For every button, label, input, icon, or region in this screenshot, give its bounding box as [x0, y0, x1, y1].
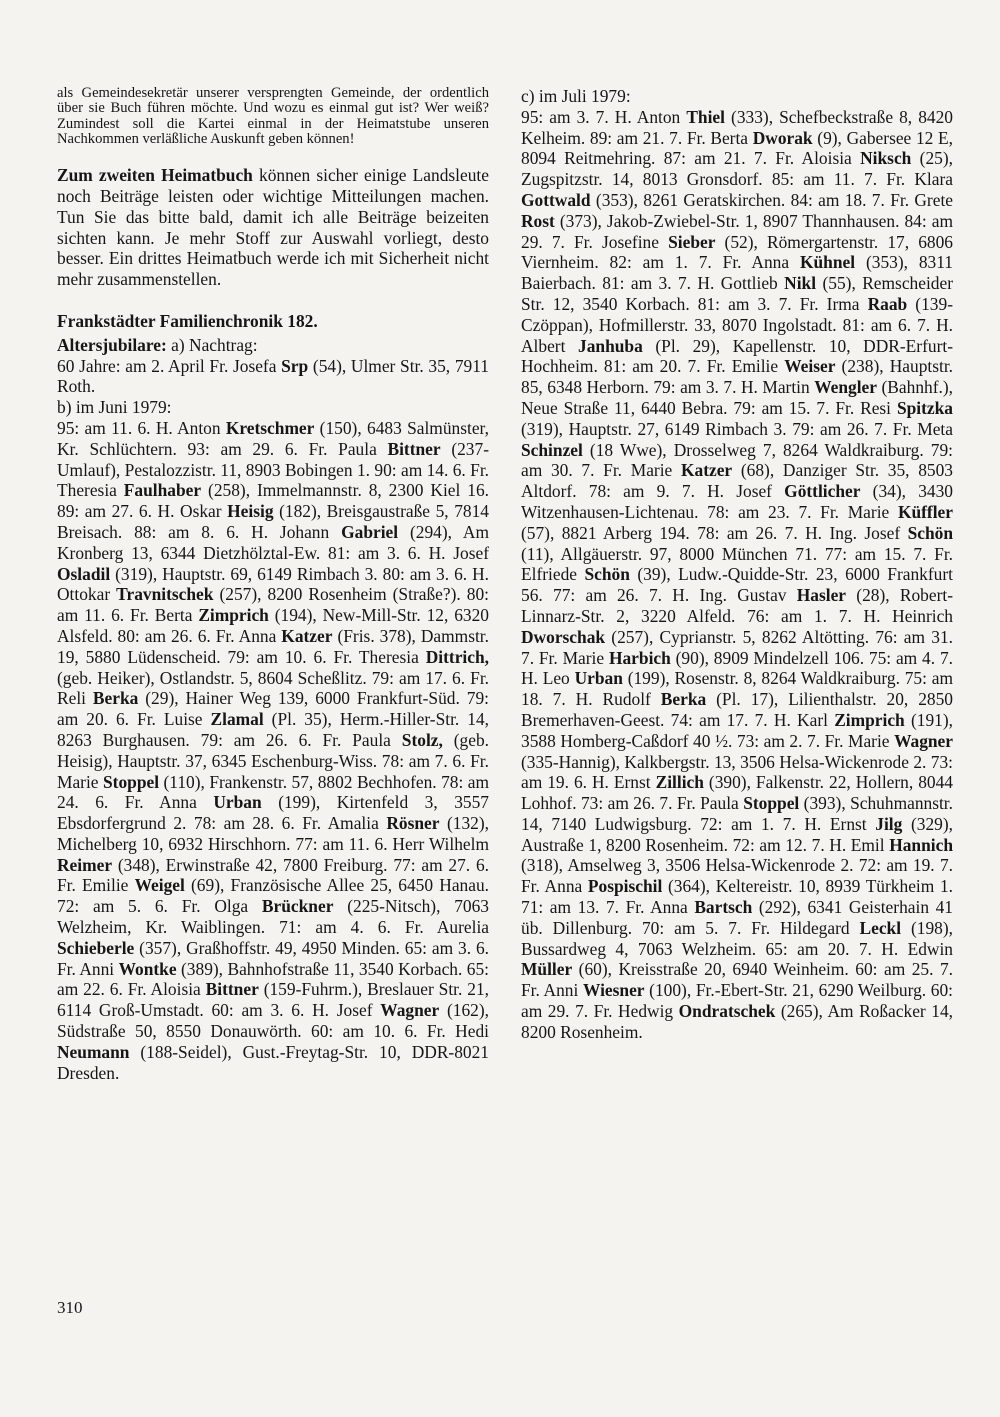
person-name: Zlamal: [210, 709, 264, 730]
person-name: Ondratschek: [678, 1001, 776, 1022]
person-name: Thiel: [686, 106, 725, 127]
person-name: Faulhaber: [123, 480, 202, 501]
entry-text: (150), 6483 Salmünster, Kr. Schlüchtern. 93: am 29. 6. Fr. Paula: [57, 417, 489, 459]
person-name: Dworak: [752, 127, 813, 148]
entry-text: (182), Breisgaustraße 5, 7814 Breisach. 88: am 8. 6. H. Johann: [57, 501, 489, 542]
person-name: Müller: [521, 959, 573, 980]
entry-text: (54), Ulmer Str. 35, 7911 Roth.: [57, 355, 489, 397]
entry-text: (34), 3430 Witzenhausen-Lichtenau. 78: am 23. 7. Fr. Marie: [521, 481, 953, 522]
person-name: Neumann: [57, 1041, 130, 1062]
entry-text: (139-Czöppan), Hofmillerstr. 33, 8070 Ingolstadt. 81: am 6. 7. H. Albert: [521, 293, 953, 356]
entry-text: (329), Austraße 1, 8200 Rosenheim. 72: am 12. 7. H. Emil: [521, 813, 953, 855]
entry-text: (Fris. 378), Dammstr. 19, 5880 Lüdenscheid. 79: am 10. 6. Fr. Theresia: [57, 625, 489, 667]
person-name: Schön: [907, 522, 953, 543]
person-name: Zimprich: [834, 709, 905, 730]
entry-text: (199), Rosenstr. 8, 8264 Waldkraiburg. 75: am 18. 7. H. Rudolf: [521, 668, 953, 710]
entry-text: (364), Keltereistr. 10, 8939 Türkheim 1. 71: am 13. 7. Fr. Anna: [521, 876, 953, 918]
person-name: Leckl: [859, 917, 902, 938]
entry-text: (52), Römergartenstr. 17, 6806 Viernheim. 82: am 1. 7. Fr. Anna: [521, 231, 953, 273]
entry-text: (319), Hauptstr. 27, 6149 Rimbach 3. 79: am 26. 7. Fr. Meta: [521, 418, 953, 439]
entry-text: (geb. Heiker), Ostlandstr. 5, 8604 Scheßlitz. 79: am 17. 6. Fr. Reli: [57, 667, 489, 709]
person-name: Heisig: [227, 501, 274, 522]
entry-text: (389), Bahnhofstraße 11, 3540 Korbach. 65: am 22. 6. Fr. Aloisia: [57, 958, 489, 1000]
entry-text: (60), Kreisstraße 20, 6940 Weinheim. 60: am 25. 7. Fr. Anni: [521, 959, 953, 1001]
person-name: Bittner: [387, 438, 441, 459]
person-name: Bartsch: [694, 897, 753, 918]
person-name: Göttlicher: [784, 481, 861, 502]
entry-text: (Pl. 17), Lilienthalstr. 20, 2850 Bremerhaven-Geest. 74: am 17. 7. H. Karl: [521, 689, 953, 730]
left-column: [57, 86, 489, 1083]
person-name: Katzer: [281, 625, 333, 646]
entry-text: (28), Robert-Linnarz-Str. 2, 3220 Alfeld. 76: am 1. 7. H. Heinrich: [521, 585, 953, 626]
person-name: Wengler: [814, 377, 877, 398]
june-heading: b) im Juni 1979:: [57, 397, 172, 418]
person-name: Weigel: [134, 875, 185, 896]
entry-text: (191), 3588 Homberg-Caßdorf 40 ½. 73: am 2. 7. Fr. Marie: [521, 709, 953, 751]
entry-text: (294), Am Kronberg 13, 6344 Dietzhölztal-Ew. 81: am 3. 6. H. Josef: [57, 521, 489, 563]
person-name: Spitzka: [896, 397, 953, 418]
person-name: Stoppel: [743, 793, 800, 814]
person-name: Niksch: [860, 148, 912, 169]
person-name: Dworschak: [521, 626, 606, 647]
person-name: Hasler: [796, 585, 847, 606]
person-name: Stolz,: [401, 729, 443, 750]
person-name: Schinzel: [521, 439, 583, 460]
entry-text: (132), Michelberg 10, 6932 Hirschhorn. 77: am 11. 6. Herr Wilhelm: [57, 813, 489, 854]
entry-text: (357), Graßhoffstr. 49, 4950 Minden. 65: am 3. 6. Fr. Anni: [57, 937, 489, 979]
entry-text: (55), Remscheider Str. 12, 3540 Korbach. 81: am 3. 7. Fr. Irma: [521, 273, 953, 314]
entry-text: (238), Hauptstr. 85, 6348 Herborn. 79: am 3. 7. H. Martin: [521, 356, 953, 398]
person-name: Kretschmer: [225, 417, 315, 438]
entry-text: (390), Falkenstr. 22, Hollern, 8044 Lohhof. 73: am 26. 7. Fr. Paula: [521, 772, 953, 814]
person-name: Zimprich: [198, 605, 269, 626]
person-name: Brückner: [261, 896, 334, 917]
person-name: Rösner: [386, 813, 440, 834]
person-name: Wontke: [118, 958, 177, 979]
nachtrag-paragraph: [57, 356, 489, 398]
entry-text: (353), 8311 Baierbach. 81: am 3. 7. H. Gottlieb: [521, 252, 953, 294]
july-heading: c) im Juli 1979:: [521, 86, 631, 106]
person-name: Küffler: [897, 501, 953, 522]
entry-text: (100), Fr.-Ebert-Str. 21, 6290 Weilburg. 60: am 29. 7. Fr. Hedwig: [521, 980, 953, 1022]
person-name: Osladil: [57, 563, 111, 584]
person-name: Stoppel: [102, 771, 160, 792]
person-name: Travnitschek: [116, 584, 214, 605]
person-name: Janhuba: [578, 335, 643, 356]
entry-text: (335-Hannig), Kalkbergstr. 13, 3506 Helsa-Wickenrode 2. 73: am 19. 6. H. Ernst: [521, 751, 953, 793]
entry-text: (110), Frankenstr. 57, 8802 Bechhofen. 78: am 24. 6. Fr. Anna: [57, 771, 490, 813]
entry-text: (159-Fuhrm.), Breslauer Str. 21, 6114 Groß-Umstadt. 60: am 3. 6. H. Josef: [57, 979, 489, 1021]
page-number: 310: [57, 1298, 83, 1317]
person-name: Dittrich,: [425, 646, 489, 667]
person-name: Pospischil: [587, 876, 663, 897]
person-name: Gottwald: [521, 189, 591, 210]
entry-text: (348), Erwinstraße 42, 7800 Freiburg. 77: am 27. 6. Fr. Emilie: [57, 854, 489, 896]
jubilare-intro: Altersjubilare: a) Nachtrag:: [57, 334, 258, 355]
entry-text: (11), Allgäuerstr. 97, 8000 München 71. 77: am 15. 7. Fr. Elfriede: [521, 543, 953, 585]
person-name: Jilg: [875, 813, 903, 834]
entry-text: (318), Amselweg 3, 3506 Helsa-Wickenrode 2. 72: am 19. 7. Fr. Anna: [521, 855, 953, 897]
entry-text: (Bahnhf.), Neue Straße 11, 6440 Bebra. 79: am 15. 7. Fr. Resi: [521, 377, 953, 418]
entry-text: (39), Ludw.-Quidde-Str. 23, 6000 Frankfurt 56. 77: am 26. 7. H. Ing. Gustav: [521, 564, 953, 606]
entry-text: (25), Zugspitzstr. 14, 8013 Gronsdorf. 85: am 11. 7. Fr. Klara: [521, 148, 953, 190]
entry-text: (199), Kirtenfeld 3, 3557 Ebsdorfergrund 2. 78: am 28. 6. Fr. Amalia: [57, 792, 490, 834]
entry-text: (9), Gabersee 12 E, 8094 Reitmehring. 87: am 21. 7. Fr. Aloisia: [521, 127, 953, 169]
person-name: Reimer: [57, 854, 113, 875]
entry-text: (18 Wwe), Drosselweg 7, 8264 Waldkraiburg. 79: am 30. 7. Fr. Marie: [521, 439, 953, 481]
entry-text: (57), 8821 Arberg 194. 78: am 26. 7. H. Ing. Josef: [521, 522, 908, 543]
person-name: Schieberle: [57, 937, 135, 958]
entry-text: (162), Südstraße 50, 8550 Donauwörth. 60: am 10. 6. Fr. Hedi: [57, 1000, 489, 1042]
person-name: Nikl: [784, 273, 817, 294]
person-name: Wagner: [894, 730, 953, 751]
entry-text: (319), Hauptstr. 69, 6149 Rimbach 3. 80: am 3. 6. H. Ottokar: [57, 563, 489, 605]
entry-text: (257), Cyprianstr. 5, 8262 Altötting. 76: am 31. 7. Fr. Marie: [521, 626, 953, 668]
book-notice-text: können sicher einige Landsleute noch Beiträge leisten oder wichtige Mitteilungen machen. Tun Sie das bitte bald, damit ich alle Beiträge beizeiten sichten kann. Je mehr Stoff zur Auswahl vorliegt, desto besser. Ein drittes Heimatbuch werde ich mit Sicherheit nicht mehr zusammenstellen.: [57, 165, 489, 290]
entry-text: (geb. Heisig), Hauptstr. 37, 6345 Eschenburg-Wiss. 78: am 7. 6. Fr. Marie: [57, 729, 489, 792]
person-name: Hannich: [889, 834, 953, 855]
entry-text: (29), Hainer Weg 139, 6000 Frankfurt-Süd. 79: am 20. 6. Fr. Luise: [57, 688, 489, 730]
entry-text: (265), Am Roßacker 14, 8200 Rosenheim.: [521, 1001, 953, 1042]
book-notice-paragraph: [57, 165, 489, 290]
entry-text: (194), New-Mill-Str. 12, 6320 Alsfeld. 80: am 26. 6. Fr. Anna: [57, 605, 489, 646]
entry-text: (198), Bussardweg 4, 7063 Welzheim. 65: am 20. 7. H. Edwin: [521, 917, 953, 959]
person-name: Kühnel: [799, 252, 856, 273]
person-name: Rost: [521, 210, 555, 231]
person-name: Zillich: [655, 772, 704, 793]
entry-text: 60 Jahre: am 2. April Fr. Josefa: [57, 355, 282, 376]
entry-text: (393), Schuhmannstr. 14, 7140 Ludwigsburg. 72: am 1. 7. H. Ernst: [521, 793, 953, 834]
entry-text: (258), Immelmannstr. 8, 2300 Kiel 16. 89: am 27. 6. H. Oskar: [57, 480, 489, 522]
person-name: Bittner: [205, 979, 259, 1000]
entry-text: 95: am 3. 7. H. Anton: [521, 106, 687, 127]
entry-text: (237-Umlauf), Pestalozzistr. 11, 8903 Bobingen 1. 90: am 14. 6. Fr. Theresia: [57, 438, 489, 501]
person-name: Berka: [92, 688, 139, 709]
july-entries: [521, 107, 953, 1043]
entry-text: (353), 8261 Geratskirchen. 84: am 18. 7. Fr. Grete: [590, 189, 953, 210]
entry-text: (Pl. 35), Herm.-Hiller-Str. 14, 8263 Burghausen. 79: am 26. 6. Fr. Paula: [57, 709, 489, 750]
person-name: Gabriel: [341, 521, 399, 542]
right-column: [521, 86, 953, 1043]
person-name: Schön: [584, 564, 630, 585]
person-name: Berka: [660, 689, 707, 710]
june-entries: [57, 418, 489, 1084]
chronicle-heading: Frankstädter Familienchronik 182.: [57, 310, 318, 331]
entry-text: (292), 6341 Geisterhain 41 üb. Dillenburg. 70: am 5. 7. Fr. Hildegard: [521, 897, 953, 938]
person-name: Weiser: [784, 356, 836, 377]
person-name: Raab: [867, 293, 908, 314]
jubilare-label: Altersjubilare:: [57, 334, 167, 355]
entry-text: (69), Französische Allee 25, 6450 Hanau. 72: am 5. 6. Fr. Olga: [57, 875, 489, 917]
intro-paragraph: als Gemeindesekretär unserer versprengten Gemeinde, der ordentlich über sie Buch führen möchte. Und wozu es einmal gut ist? Wer weiß? Zumindest soll die Kartei einmal in der Heimatstube unseren Nachkommen verläßliche Auskunft geben können!: [57, 85, 489, 147]
person-name: Srp: [281, 355, 309, 376]
entry-text: (333), Schefbeckstraße 8, 8420 Kelheim. 89: am 21. 7. Fr. Berta: [521, 106, 953, 148]
entry-text: (Pl. 29), Kapellenstr. 10, DDR-Erfurt-Hochheim. 81: am 20. 7. Fr. Emilie: [521, 335, 953, 377]
person-name: Katzer: [680, 460, 733, 481]
person-name: Urban: [574, 668, 623, 689]
entry-text: (90), 8909 Mindelzell 106. 75: am 4. 7. H. Leo: [521, 647, 953, 689]
entry-text: (225-Nitsch), 7063 Welzheim, Kr. Waiblingen. 71: am 4. 6. Fr. Aurelia: [57, 896, 489, 938]
person-name: Sieber: [668, 231, 716, 252]
entry-text: (188-Seidel), Gust.-Freytag-Str. 10, DDR-8021 Dresden.: [57, 1041, 489, 1083]
entry-text: (373), Jakob-Zwiebel-Str. 1, 8907 Thannhausen. 84: am 29. 7. Fr. Josefine: [521, 210, 953, 252]
person-name: Harbich: [608, 647, 671, 668]
person-name: Wiesner: [583, 980, 645, 1001]
entry-text: (68), Danziger Str. 35, 8503 Altdorf. 78: am 9. 7. H. Josef: [521, 460, 953, 502]
entry-text: (257), 8200 Rosenheim (Straße?). 80: am 11. 6. Fr. Berta: [57, 584, 489, 626]
person-name: Urban: [213, 792, 262, 813]
entry-text: 95: am 11. 6. H. Anton: [57, 417, 226, 438]
book-notice-heading: Zum zweiten Heimatbuch: [57, 165, 253, 186]
person-name: Wagner: [380, 1000, 440, 1021]
